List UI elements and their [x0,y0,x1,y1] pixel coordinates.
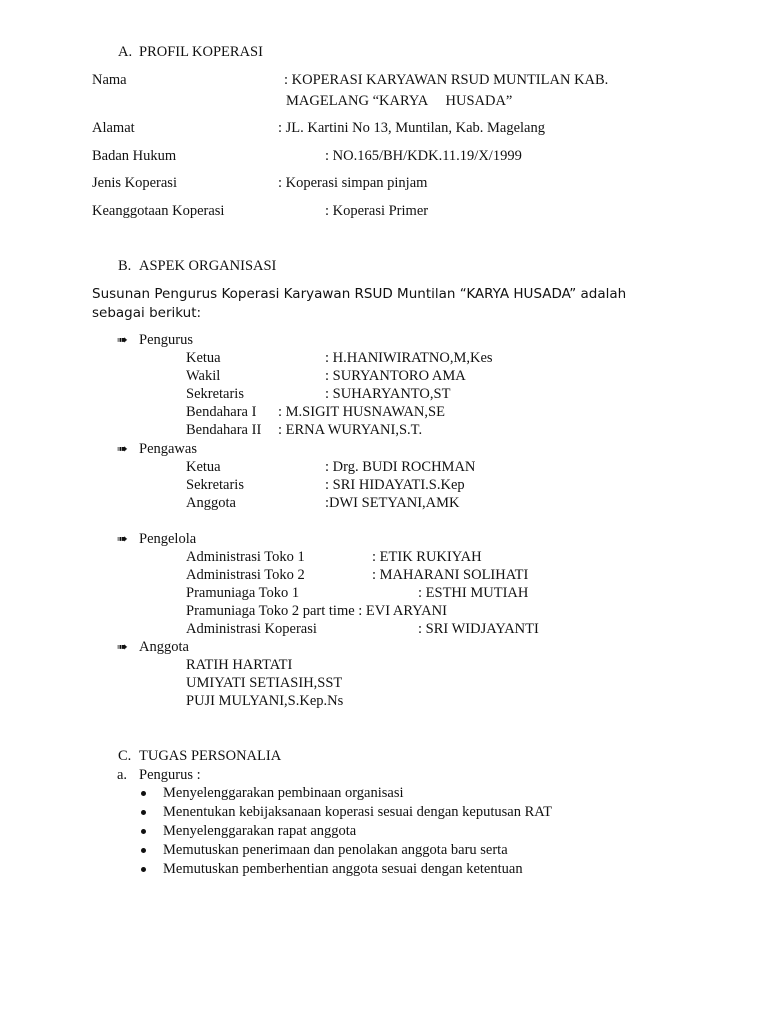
bullet-dot-icon [141,848,146,853]
anggota-member: PUJI MULYANI,S.Kep.Ns [186,693,344,709]
alamat-label: Alamat [92,120,135,136]
arrow-bullet-icon: ➠ [117,531,128,546]
pengurus-title: Pengurus [139,332,193,348]
pengurus-wakil-name: : SURYANTORO AMA [325,368,466,384]
pengawas-title: Pengawas [139,441,197,457]
pengurus-bendahara2-role: Bendahara II [186,422,262,438]
admin-toko1-role: Administrasi Toko 1 [186,549,305,565]
pramuniaga1-role: Pramuniaga Toko 1 [186,585,300,601]
pengelola-title: Pengelola [139,531,197,547]
pengawas-sekretaris-name: : SRI HIDAYATI.S.Kep [325,477,465,493]
anggota-title: Anggota [139,639,189,655]
section-c-letter: C. [118,748,132,764]
pramuniaga1-name: : ESTHI MUTIAH [418,585,529,601]
admin-toko2-role: Administrasi Toko 2 [186,567,305,583]
pengawas-anggota-role: Anggota [186,495,236,511]
admin-koperasi-role: Administrasi Koperasi [186,621,317,637]
section-b-heading: ASPEK ORGANISASI [139,258,277,274]
section-c-heading: TUGAS PERSONALIA [139,748,282,764]
anggota-member: UMIYATI SETIASIH,SST [186,675,343,691]
duty-item: Menentukan kebijaksanaan koperasi sesuai dengan keputusan RAT [163,804,552,820]
pengurus-ketua-name: : H.HANIWIRATNO,M,Kes [325,350,493,366]
pengawas-ketua-name: : Drg. BUDI ROCHMAN [325,459,476,475]
badan-hukum-value: : NO.165/BH/KDK.11.19/X/1999 [325,148,522,164]
arrow-bullet-icon: ➠ [117,441,128,456]
alamat-value: : JL. Kartini No 13, Muntilan, Kab. Magelang [278,120,545,136]
duty-item: Menyelenggarakan rapat anggota [163,823,357,839]
jenis-koperasi-value: : Koperasi simpan pinjam [278,175,428,191]
pengurus-sekretaris-role: Sekretaris [186,386,244,402]
pengurus-sekretaris-name: : SUHARYANTO,ST [325,386,451,402]
duty-item: Memutuskan pemberhentian anggota sesuai dengan ketentuan [163,861,523,877]
anggota-member: RATIH HARTATI [186,657,293,673]
pengurus-wakil-role: Wakil [186,368,221,384]
nama-label: Nama [92,72,127,88]
bullet-dot-icon [141,867,146,872]
intro-line1: Susunan Pengurus Koperasi Karyawan RSUD Muntilan “KARYA HUSADA” adalah [92,286,627,302]
section-a-letter: A. [118,44,133,60]
bullet-dot-icon [141,810,146,815]
sub-a-letter: a. [117,767,128,783]
pengawas-sekretaris-role: Sekretaris [186,477,244,493]
bullet-dot-icon [141,829,146,834]
duty-item: Menyelenggarakan pembinaan organisasi [163,785,404,801]
pengurus-ketua-role: Ketua [186,350,221,366]
nama-value-line1: : KOPERASI KARYAWAN RSUD MUNTILAN KAB. [284,72,609,88]
sub-a-title: Pengurus : [139,767,201,783]
admin-toko2-name: : MAHARANI SOLIHATI [372,567,529,583]
duty-item: Memutuskan penerimaan dan penolakan anggota baru serta [163,842,508,858]
arrow-bullet-icon: ➠ [117,332,128,347]
pengurus-bendahara2-name: : ERNA WURYANI,S.T. [278,422,423,438]
section-a-heading: PROFIL KOPERASI [139,44,263,60]
admin-toko1-name: : ETIK RUKIYAH [372,549,482,565]
pengawas-anggota-name: :DWI SETYANI,AMK [325,495,460,511]
intro-line2: sebagai berikut: [92,305,202,321]
pengurus-bendahara1-role: Bendahara I [186,404,257,420]
nama-value-line2: MAGELANG “KARYA HUSADA” [286,93,513,109]
pramuniaga2-line: Pramuniaga Toko 2 part time : EVI ARYANI [186,603,447,619]
jenis-koperasi-label: Jenis Koperasi [92,175,177,191]
pengawas-ketua-role: Ketua [186,459,221,475]
pengurus-bendahara1-name: : M.SIGIT HUSNAWAN,SE [278,404,445,420]
arrow-bullet-icon: ➠ [117,639,128,654]
admin-koperasi-name: : SRI WIDJAYANTI [418,621,539,637]
keanggotaan-label: Keanggotaan Koperasi [92,203,225,219]
bullet-dot-icon [141,791,146,796]
section-b-letter: B. [118,258,132,274]
keanggotaan-value: : Koperasi Primer [325,203,429,219]
badan-hukum-label: Badan Hukum [92,148,177,164]
